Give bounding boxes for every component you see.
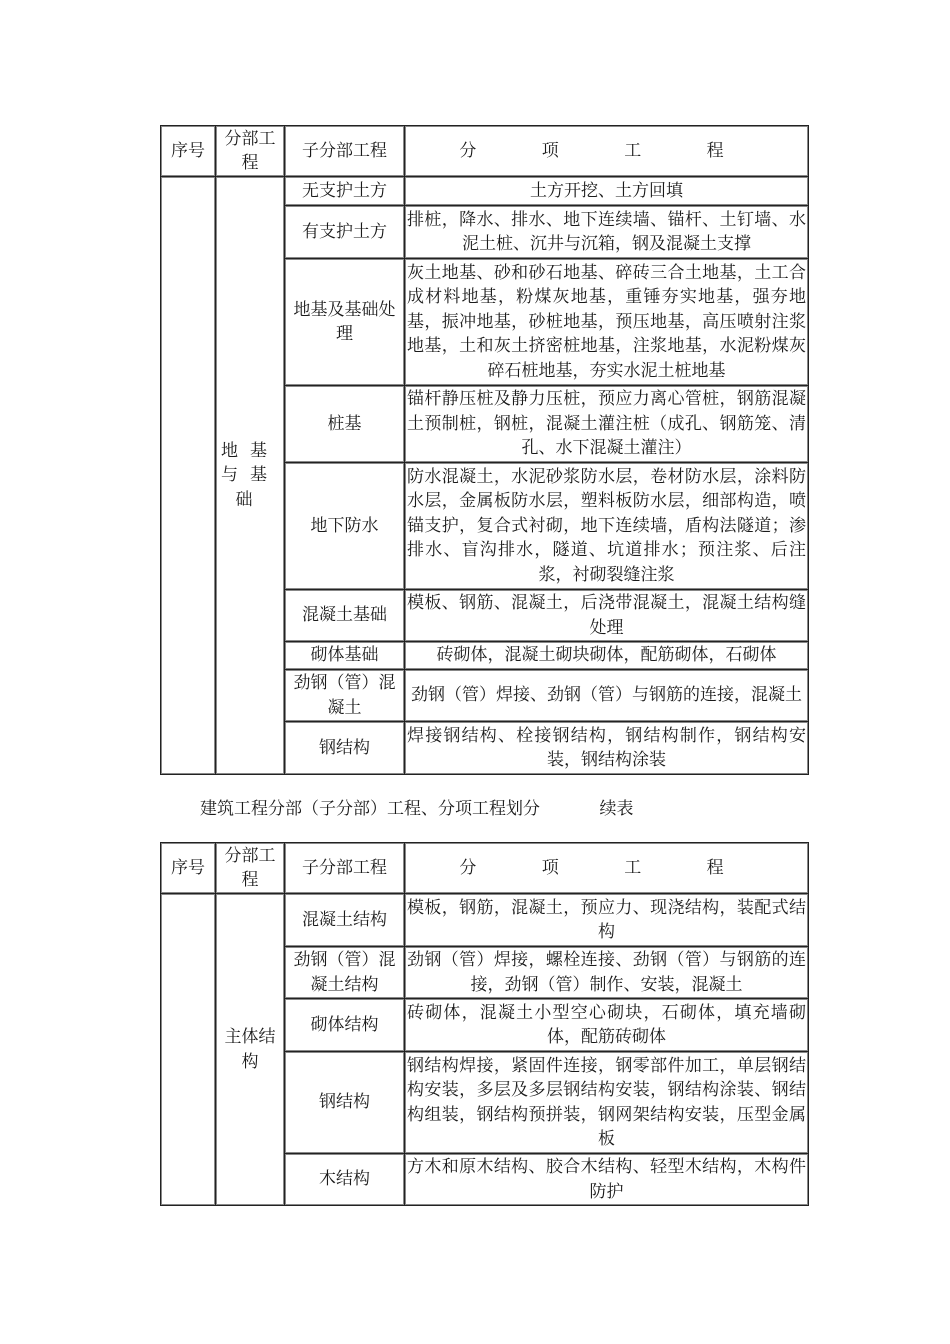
- subdivision-cell: 砌体结构: [285, 999, 405, 1052]
- items-cell: 锚杆静压桩及静力压桩，预应力离心管桩，钢筋混凝土预制桩，钢桩，混凝土灌注桩（成孔、钢筋笼、清孔、水下混凝土灌注）: [405, 386, 809, 463]
- subdivision-cell: 有支护土方: [285, 206, 405, 259]
- table-caption: 建筑工程分部（子分部）工程、分项工程划分 续表: [200, 799, 634, 819]
- subdivision-cell: 桩基: [285, 386, 405, 463]
- table-row: [161, 894, 809, 947]
- subdivision-cell: 混凝土基础: [285, 590, 405, 642]
- subdivision-cell: 无支护土方: [285, 177, 405, 206]
- header-division: 分部工程: [216, 126, 285, 177]
- subdivision-cell: 砌体基础: [285, 642, 405, 670]
- items-cell: 砖砌体，混凝土砌块砌体，配筋砌体，石砌体: [405, 642, 809, 670]
- items-cell: 方木和原木结构、胶合木结构、轻型木结构，木构件防护: [405, 1154, 809, 1206]
- table-header-row: [161, 843, 809, 894]
- subdivision-cell: 地下防水: [285, 463, 405, 590]
- seq-cell: [161, 177, 216, 775]
- items-cell: 土方开挖、土方回填: [405, 177, 809, 206]
- items-cell: 砖砌体，混凝土小型空心砌块，石砌体，填充墙砌体，配筋砖砌体: [405, 999, 809, 1052]
- header-subdivision: 子分部工程: [285, 843, 405, 894]
- items-cell: 劲钢（管）焊接、劲钢（管）与钢筋的连接，混凝土: [405, 670, 809, 722]
- items-cell: 防水混凝土，水泥砂浆防水层，卷材防水层，涂料防水层，金属板防水层，塑料板防水层，细部构造，喷锚支护，复合式衬砌，地下连续墙，盾构法隧道；渗排水、盲沟排水，隧道、坑道排水；预注浆、后注浆，衬砌裂缝注浆: [405, 463, 809, 590]
- subdivision-cell: 混凝土结构: [285, 894, 405, 947]
- table-header-row: [161, 126, 809, 177]
- subdivision-cell: 劲钢（管）混凝土结构: [285, 947, 405, 999]
- subdivision-cell: 地基及基础处理: [285, 259, 405, 386]
- division-cell: 主体结构: [216, 894, 285, 1206]
- subdivision-cell: 劲钢（管）混凝土: [285, 670, 405, 722]
- division-table-foundation: [160, 125, 809, 775]
- header-seq: 序号: [161, 843, 216, 894]
- items-cell: 灰土地基、砂和砂石地基、碎砖三合土地基，土工合成材料地基，粉煤灰地基，重锤夯实地基，强夯地基，振冲地基，砂桩地基，预压地基，高压喷射注浆地基，土和灰土挤密桩地基，注浆地基，水泥粉煤灰碎石桩地基，夯实水泥土桩地基: [405, 259, 809, 386]
- subdivision-cell: 钢结构: [285, 1052, 405, 1154]
- header-items: 分 项 工 程: [405, 126, 809, 177]
- items-cell: 劲钢（管）焊接，螺栓连接、劲钢（管）与钢筋的连接，劲钢（管）制作、安装，混凝土: [405, 947, 809, 999]
- header-items: 分 项 工 程: [405, 843, 809, 894]
- header-subdivision: 子分部工程: [285, 126, 405, 177]
- header-division: 分部工程: [216, 843, 285, 894]
- header-seq: 序号: [161, 126, 216, 177]
- items-cell: 焊接钢结构、栓接钢结构，钢结构制作，钢结构安装，钢结构涂装: [405, 722, 809, 775]
- items-cell: 钢结构焊接，紧固件连接，钢零部件加工，单层钢结构安装，多层及多层钢结构安装，钢结构涂装、钢结构组装，钢结构预拼装，钢网架结构安装，压型金属板: [405, 1052, 809, 1154]
- seq-cell: [161, 894, 216, 1206]
- subdivision-cell: 钢结构: [285, 722, 405, 775]
- division-cell: 地基与基础: [216, 177, 285, 775]
- items-cell: 排桩，降水、排水、地下连续墙、锚杆、土钉墙、水泥土桩、沉井与沉箱，钢及混凝土支撑: [405, 206, 809, 259]
- subdivision-cell: 木结构: [285, 1154, 405, 1206]
- division-table-main-structure: [160, 842, 809, 1206]
- items-cell: 模板、钢筋、混凝土，后浇带混凝土，混凝土结构缝处理: [405, 590, 809, 642]
- items-cell: 模板，钢筋，混凝土，预应力、现浇结构，装配式结构: [405, 894, 809, 947]
- table-row: [161, 177, 809, 206]
